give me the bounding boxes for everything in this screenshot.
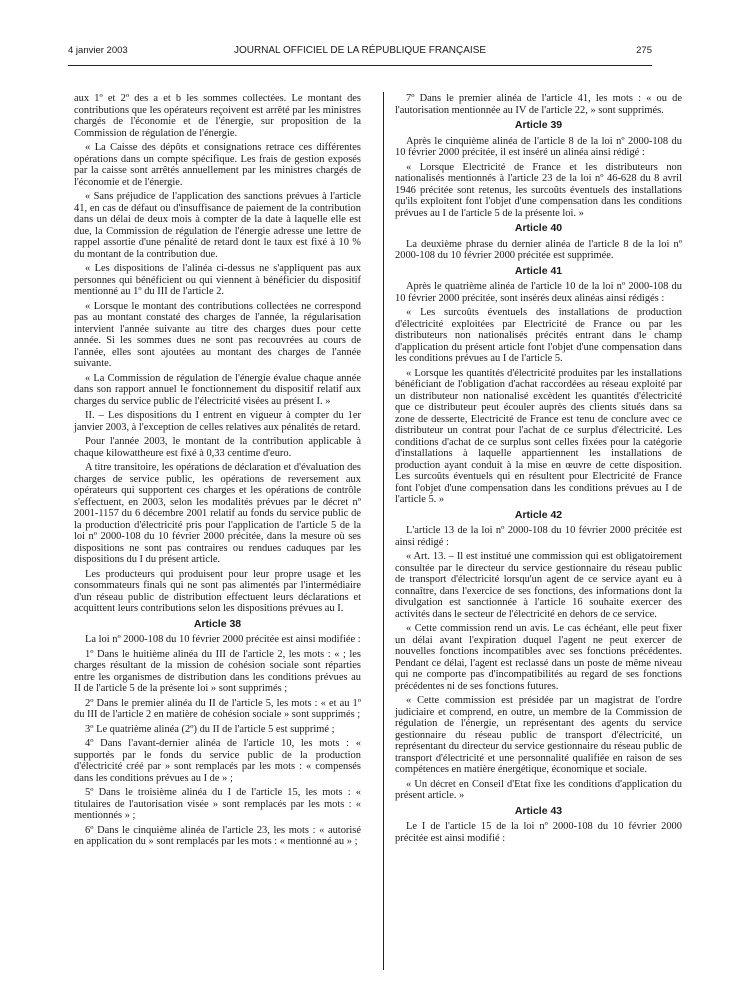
paragraph: 5º Dans le troisième alinéa du I de l'article 15, les mots : « titulaires de l'autorisation visée » sont remplacés par les mots : « mentionnés » ; [74,787,361,821]
paragraph: La deuxième phrase du dernier alinéa de l'article 8 de la loi nº 2000-108 du 10 février 2000 précitée est supprimée. [395,238,682,261]
paragraph: « Art. 13. – Il est institué une commission qui est obligatoirement consultée par le directeur du service gestionnaire du réseau public de transport d'électricité lorsqu'un agent de ce service ayant eu à connaître, dans l'exercice de ses fonctions, des informations dont la divulgation est sanctionnée à l'article 16 souhaite exercer des activités dans le secteur de l'électricité en dehors de ce service. [395,551,682,620]
paragraph: II. – Les dispositions du I entrent en vigueur à compter du 1er janvier 2003, à l'exception de celles relatives aux pénalités de retard. [74,410,361,433]
paragraph: « Un décret en Conseil d'Etat fixe les conditions d'application du présent article. » [395,778,682,801]
header-journal-title: JOURNAL OFFICIEL DE LA RÉPUBLIQUE FRANÇAISE [233,45,487,56]
article-heading: Article 42 [514,508,563,521]
paragraph: Le I de l'article 15 de la loi nº 2000-108 du 10 février 2000 précitée est ainsi modifié : [395,821,682,844]
paragraph: « Sans préjudice de l'application des sanctions prévues à l'article 41, en cas de défaut ou d'insuffisance de paiement de la contribution dans un délai de deux mois à compter de la date à laquelle elle est due, la Commission de régulation de l'énergie adresse une lettre de rappel assortie d'une pénalité de retard dont le taux est fixé à 10 % du montant de la contribution due. [74,191,361,260]
paragraph: L'article 13 de la loi nº 2000-108 du 10 février 2000 précitée est ainsi rédigé : [395,525,682,548]
paragraph: « Cette commission est présidée par un magistrat de l'ordre judiciaire et comprend, en outre, un membre de la Commission de régulation de l'énergie, un représentant des agents du service gestionnaire du réseau public de transport d'électricité, un représentant du directeur du service gestionnaire du réseau public de transport d'électricité et une personnalité qualifiée en raison de ses compétences en matière énergétique, économique et sociale. [395,695,682,775]
paragraph: « La Commission de régulation de l'énergie évalue chaque année dans son rapport annuel le fonctionnement du dispositif relatif aux charges du service public de l'électricité visées au présent I. » [74,372,361,407]
header-page-number: 275 [636,45,652,56]
paragraph: 7º Dans le premier alinéa de l'article 41, les mots : « ou de l'autorisation mentionnée au IV de l'article 22, » sont supprimés. [395,93,682,116]
paragraph: Les producteurs qui produisent pour leur propre usage et les consommateurs finals qui ne sont pas alimentés par l'intermédiaire d'un réseau public de distribution effectuent leurs déclarations et acquittent leurs contributions selon les dispositions prévues au I. [74,568,361,614]
paragraph: Après le cinquième alinéa de l'article 8 de la loi nº 2000-108 du 10 février 2000 précitée, il est inséré un alinéa ainsi rédigé : [395,135,682,158]
paragraph: Pour l'année 2003, le montant de la contribution applicable à chaque kilowattheure est fixé à 0,33 centime d'euro. [74,436,361,459]
paragraph: Après le quatrième alinéa de l'article 10 de la loi nº 2000-108 du 10 février 2000 précitée, sont insérés deux alinéas ainsi rédigés : [395,281,682,304]
paragraph: « Les surcoûts éventuels des installations de production d'électricité exploitées par Electricité de France ou par les distributeurs non nationalisés précités entrant dans le champ d'application du présent article font l'objet d'une compensation dans les conditions prévues au I de l'article 5. [395,307,682,364]
paragraph: « Cette commission rend un avis. Le cas échéant, elle peut fixer un délai avant l'expiration duquel l'agent ne peut exercer de nouvelles fonctions incompatibles avec ses fonctions précédentes. Pendant ce délai, l'agent est reclassé dans un poste de même niveau qui ne comporte pas d'incompatibilités au regard de ses fonctions précédentes ni de ses fonctions futures. [395,623,682,692]
paragraph: « Lorsque Electricité de France et les distributeurs non nationalisés mentionnés à l'article 23 de la loi nº 46-628 du 8 avril 1946 précitée sont retenus, les surcoûts éventuels des installations qu'ils exploitent font l'objet d'une compensation dans les conditions prévues au I de l'article 5 de la présente loi. » [395,161,682,219]
article-heading: Article 41 [514,264,563,277]
article-heading: Article 43 [514,804,563,817]
paragraph: « La Caisse des dépôts et consignations retrace ces différentes opérations dans un compte spécifique. Les frais de gestion exposés par la caisse sont arrêtés annuellement par les ministres chargés de l'économie et de l'énergie. [74,142,361,188]
article-heading: Article 39 [514,119,563,131]
header-rule [68,65,652,66]
page-header [68,45,652,59]
paragraph: 4º Dans l'avant-dernier alinéa de l'article 10, les mots : « supportés par le fonds du service public de la production d'électricité créé par » sont remplacés par les mots : « compensés dans les conditions prévues au I de » ; [74,738,361,784]
paragraph: 6º Dans le cinquième alinéa de l'article 23, les mots : « autorisé en application du » sont remplacés par les mots : « mentionné au » ; [74,824,361,847]
paragraph: « Lorsque les quantités d'électricité produites par les installations bénéficiant de l'obligation d'achat raccordées au réseau exploité par un distributeur non nationalisé excèdent les quantités d'électricité que ce distributeur peut écouler auprès des clients situés dans sa zone de desserte, Electricité de France est tenu de conclure avec ce distributeur un contrat pour l'achat de ce surplus d'électricité. Les conditions d'achat de ce surplus sont celles fixées pour la catégorie d'installations à laquelle appartiennent les installations de production ayant conduit à la mise en œuvre de cette disposition. Les surcoûts éventuels qui en résultent pour Electricité de France font l'objet d'une compensation dans les conditions prévues au I de l'article 5. » [395,367,682,505]
article-heading: Article 38 [193,617,242,630]
paragraph: « Les dispositions de l'alinéa ci-dessus ne s'appliquent pas aux personnes qui bénéficient ou qui viennent à bénéficier du dispositif mentionné au 1º du III de l'article 2. [74,263,361,297]
paragraph: La loi nº 2000-108 du 10 février 2000 précitée est ainsi modifiée : [85,634,361,645]
paragraph: aux 1º et 2º des a et b les sommes collectées. Le montant des contributions que les opérateurs reçoivent est arrêté par les ministres chargés de l'économie et de l'énergie, sur proposition de la Commission de régulation de l'énergie. [74,93,361,139]
paragraph: 1º Dans le huitième alinéa du III de l'article 2, les mots : « ; les charges résultant de la mission de cohésion sociale sont réparties entre les organismes de distribution dans les conditions prévues au II de l'article 5 de la présente loi » sont supprimés ; [74,648,361,694]
paragraph: A titre transitoire, les opérations de déclaration et d'évaluation des charges de service public, les opérations de reversement aux opérateurs qui supportent ces charges et les opérations de contrôle s'effectuent, en 2003, selon les modalités prévues par le décret nº 2001-1157 du 6 décembre 2001 relatif au fonds du service public de la production d'électricité pris pour l'application de l'article 5 de la loi nº 2000-108 du 10 février 2000 précitée, dans la mesure où ses dispositions ne sont pas contraires ou rendues caduques par les dispositions du I du présent article. [74,462,361,565]
header-date: 4 janvier 2003 [68,45,128,56]
paragraph: 3º Le quatrième alinéa (2º) du II de l'article 5 est supprimé ; [85,723,335,735]
article-heading: Article 40 [514,222,563,234]
paragraph: 2º Dans le premier alinéa du II de l'article 5, les mots : « et au 1º du III de l'article 2 en matière de cohésion sociale » sont supprimés ; [74,697,361,720]
left-column [74,93,361,851]
paragraph: « Lorsque le montant des contributions collectées ne correspond pas au montant constaté des charges de l'année, la régularisation intervient l'année suivante au titre des charges dues pour cette année. Si les sommes dues ne sont pas recouvrées au cours de l'année, elles sont ajoutées au montant des charges de l'année suivante. [74,300,361,369]
right-column [395,93,682,847]
column-divider [383,92,384,970]
